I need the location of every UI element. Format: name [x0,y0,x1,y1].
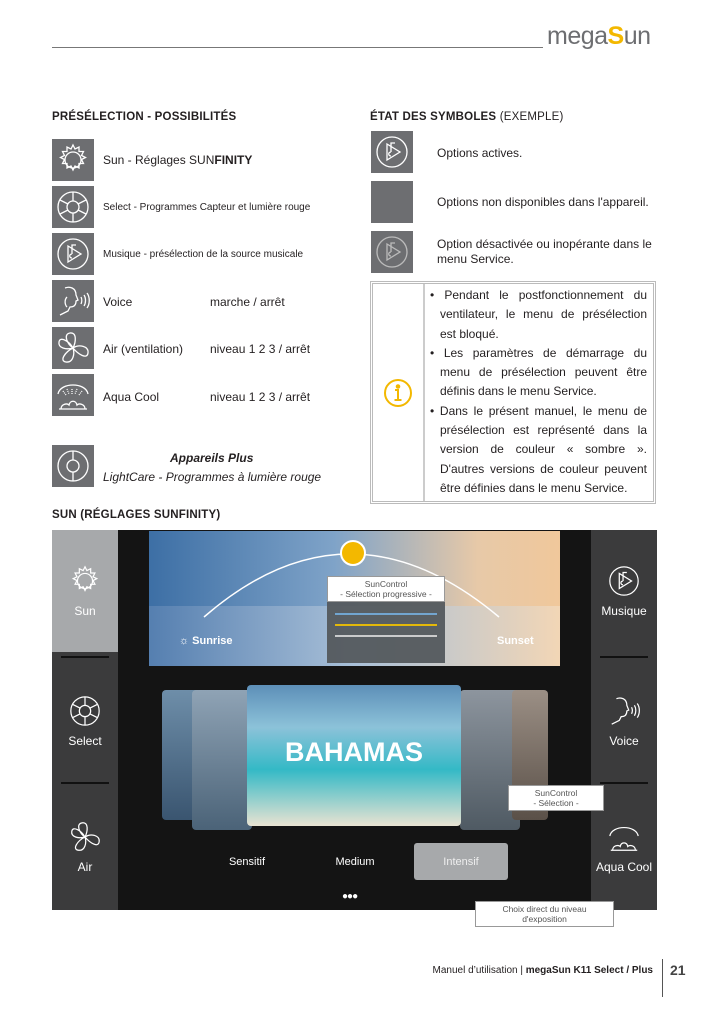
aqua-cool-icon [52,374,94,416]
fan-icon [68,820,102,854]
callout-progressive: SunControl - Sélection progressive - [327,576,445,602]
suncontrol-panel [327,599,445,663]
sun-position-panel[interactable] [149,531,560,666]
level-medium[interactable]: Medium [335,855,375,868]
footer-text: Manuel d’utilisation | megaSun K11 Select / Plus [432,965,653,976]
aqua-cool-icon [607,820,641,854]
music-label: Musique - présélection de la source musicale [103,249,304,260]
sunset-label: Sunset [497,635,534,647]
state-unavailable: Options non disponibles dans l'appareil. [437,195,649,209]
info-item: • Dans le présent manuel, le menu de présélection est représenté dans la version de couleur « sombre ». D'autres versions de couleur peuvent être définies dans le menu Service. [430,402,647,498]
program-name: BAHAMAS [285,737,423,767]
menu-label: Air [77,860,93,874]
sunrise-label: ☼ Sunrise [179,635,233,647]
state-disabled: Option désactivée ou inopérante dans le menu Service. [437,237,652,266]
left-menu [52,530,118,910]
menu-label: Select [68,734,102,748]
sun-slider-handle [341,541,365,565]
program-card-selected[interactable] [247,685,461,826]
menu-music[interactable] [591,530,657,652]
page-dots[interactable]: ●●● [342,891,358,902]
menu-label: Sun [74,604,96,618]
select-icon [52,186,94,228]
info-icon [373,284,425,501]
aqua-label: Aqua Cool [103,390,160,404]
info-item: • Les paramètres de démarrage du menu de présélection peuvent être définis dans le menu Service. [430,344,647,402]
music-icon [607,564,641,598]
sun-section-heading: SUN (RÉGLAGES SUNFINITY) [52,509,221,521]
right-menu [591,530,657,910]
callout-level: Choix direct du niveau d'exposition [475,901,614,927]
callout-selection: SunControl - Sélection - [508,785,604,811]
select-label: Select - Programmes Capteur et lumière rouge [103,202,311,213]
voice-label: Voice [103,295,133,309]
select-icon [68,694,102,728]
active-music-icon [371,131,413,173]
divider [600,656,648,658]
plus-title: Appareils Plus [170,451,254,465]
air-label: Air (ventilation) [103,342,184,356]
fan-icon [52,327,94,369]
menu-label: Musique [601,604,647,618]
symbols-heading: ÉTAT DES SYMBOLES (EXEMPLE) [370,111,564,123]
plus-text: LightCare - Programmes à lumière rouge [103,470,322,484]
divider [61,782,109,784]
header-rule [52,47,543,48]
footer-divider [662,959,663,997]
lightcare-icon [52,445,94,487]
sun-icon [68,564,102,598]
sun-label: Sun - Réglages SUNFINITY [103,153,253,167]
menu-label: Voice [609,734,639,748]
page-number: 21 [670,962,686,978]
megasun-logo: megaSun [547,22,651,50]
menu-voice[interactable] [591,660,657,782]
info-item: • Pendant le postfonctionnement du ventilateur, le menu de présélection est bloqué. [430,286,647,344]
music-icon [52,233,94,275]
level-sensitif[interactable]: Sensitif [228,855,266,868]
disabled-music-icon [371,231,413,273]
menu-label: Aqua Cool [595,860,653,874]
control-screen [52,530,656,910]
state-active: Options actives. [437,146,523,160]
level-intensif[interactable]: Intensif [414,843,508,880]
preselection-heading: PRÉSÉLECTION - POSSIBILITÉS [52,111,237,123]
voice-icon [607,694,641,728]
menu-sun[interactable] [52,530,118,652]
voice-value: marche / arrêt [210,295,285,309]
voice-icon [52,280,94,322]
divider [600,782,648,784]
menu-select[interactable] [52,660,118,782]
air-value: niveau 1 2 3 / arrêt [210,342,311,356]
info-box [370,281,656,504]
unavailable-icon [371,181,413,223]
menu-air[interactable] [52,786,118,908]
sun-icon [52,139,94,181]
aqua-value: niveau 1 2 3 / arrêt [210,390,311,404]
divider [61,656,109,658]
program-card[interactable] [192,690,252,830]
